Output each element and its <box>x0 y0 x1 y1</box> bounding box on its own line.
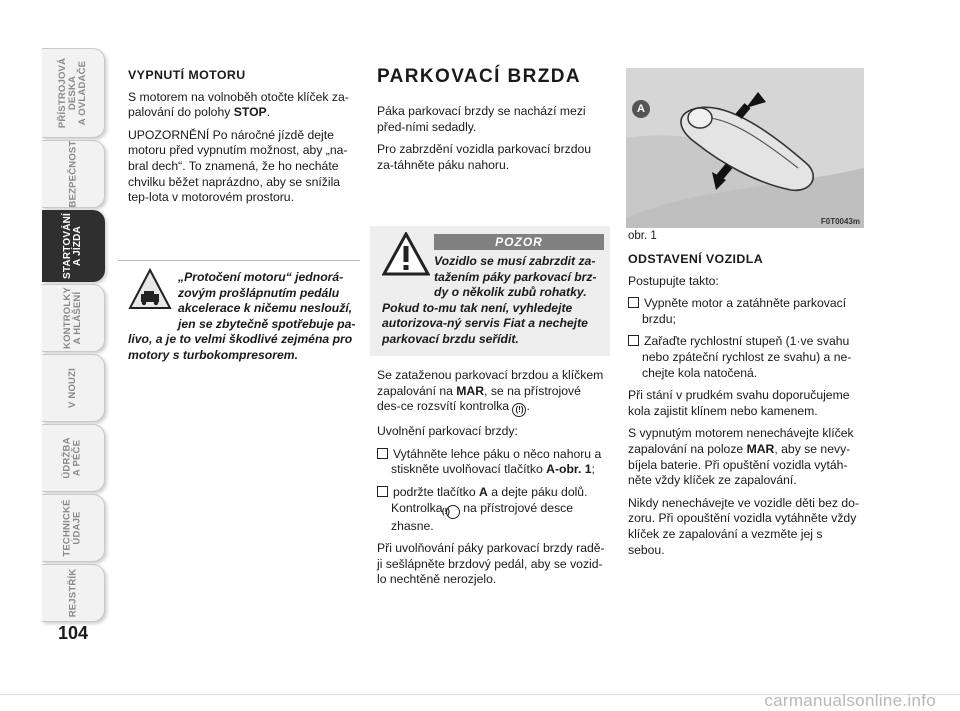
figure-parking-brake <box>626 68 864 228</box>
left-column <box>128 68 356 213</box>
tab-label: V NOUZI <box>67 368 78 408</box>
engine-note: „Protočení motoru“ jednorá-zovým prošlápnutím pedálu akcelerace k ničemu neslouží, jen se zbytečně spotřebuje pa-livo, a je to velmi škodlivé zejména pro motory s turbokompresorem. <box>128 270 356 362</box>
tab-label: KONTROLKY A HLÁŠENÍ <box>62 287 83 349</box>
paragraph: Uvolnění parkovací brzdy: <box>377 424 518 439</box>
list-item: Vypněte motor a zatáhněte parkovací brzdu; <box>628 296 860 327</box>
tab-rejstrik[interactable] <box>42 564 105 622</box>
section-heading-odstaveni-vozidla: ODSTAVENÍ VOZIDLA <box>628 252 764 266</box>
tab-label: TECHNICKÉ ÚDAJE <box>62 499 83 557</box>
tab-kontrolky-a-hlaseni[interactable] <box>42 284 105 352</box>
tab-v-nouzi[interactable] <box>42 354 105 422</box>
tab-label: BEZPEČNOST <box>67 140 78 208</box>
watermark: carmanualsonline.info <box>764 691 936 710</box>
note-divider <box>118 260 360 261</box>
handbrake-telltale-icon: (!) <box>446 505 460 519</box>
callout-a: A <box>632 100 650 118</box>
tab-label: STARTOVÁNÍ A JÍZDA <box>62 212 84 280</box>
tab-technicke-udaje[interactable] <box>42 494 105 562</box>
paragraph-upozorneni: UPOZORNĚNÍ Po náročné jízdě dejte motoru před vypnutím možnost, aby „na-bral dech“. To znamená, že ho necháte chvilku běžet naprázdno, aby se snížila tep-lota v motorovém prostoru. <box>128 127 348 205</box>
tab-label: REJSTŘÍK <box>67 568 78 618</box>
bullet-box-icon <box>377 486 388 497</box>
tab-bezpecnost[interactable] <box>42 140 105 208</box>
right-column <box>628 252 860 565</box>
bullet-box-icon <box>377 448 388 459</box>
tab-label: ÚDRŽBA A PÉČE <box>62 437 83 479</box>
paragraph: Pro zabrzdění vozidla parkovací brzdou za-táhněte páku nahoru. <box>377 142 592 172</box>
parking-brake-illustration <box>626 68 864 228</box>
middle-column-bottom <box>377 368 607 595</box>
handbrake-telltale-icon: (!) <box>512 403 526 417</box>
bullet-box-icon <box>628 297 639 308</box>
paragraph: S motorem na volnoběh otočte klíček za-palování do polohy STOP. <box>128 89 349 120</box>
list-item: Vytáhněte lehce páku o něco nahoru a stiskněte uvolňovací tlačítko A-obr. 1; <box>377 447 607 478</box>
warning-text: Vozidlo se musí zabrzdit za-tažením páky parkovací brz-dy o několik zubů rohatky. Pokud to-mu tak není, vyhledejte autorizova-ný servis Fiat a nechejte parkovací brzdu seřídit. <box>382 254 597 346</box>
paragraph: Páka parkovací brzdy se nachází mezi před-ními sedadly. <box>377 104 586 134</box>
icon-float-spacer <box>382 254 434 286</box>
figure-code: F0T0043m <box>820 217 860 226</box>
bullet-box-icon <box>628 335 639 346</box>
warning-box <box>370 226 610 356</box>
icon-float-spacer <box>128 270 178 328</box>
warning-label: POZOR <box>434 234 604 250</box>
tab-pristrojova-deska[interactable] <box>42 48 105 138</box>
tab-udrzba-a-pece[interactable] <box>42 424 105 492</box>
section-heading-vypnuti-motoru: VYPNUTÍ MOTORU <box>128 68 246 82</box>
page-number: 104 <box>57 623 89 643</box>
paragraph: Nikdy nenechávejte ve vozidle děti bez do-zoru. Při opouštění vozidla vytáhněte vždy klíček ze zapalování a vezměte jej s sebou. <box>628 495 860 557</box>
paragraph: S vypnutým motorem nenechávejte klíček zapalování na poloze MAR, aby se nevy-bíjela baterie. Při opuštění vozidla vytáh-něte vždy klíček ze zapalování. <box>628 426 854 488</box>
paragraph: Se zataženou parkovací brzdou a klíčkem zapalování na MAR, se na přístrojové des-ce rozsvítí kontrolka (!) . <box>377 368 607 417</box>
figure-caption: obr. 1 <box>628 230 657 242</box>
paragraph: Při stání v prudkém svahu doporučujeme kola zajistit klínem nebo kamenem. <box>628 388 850 418</box>
tab-label: PŘÍSTROJOVÁ DESKA A OVLADAČE <box>57 57 89 129</box>
paragraph: Při uvolňování páky parkovací brzdy radě-ji sešlápněte brzdový pedál, aby se vozid-lo nechtěně nerozjelo. <box>377 541 605 587</box>
list-item: Zařaďte rychlostní stupeň (1·ve svahu nebo zpáteční rychlost ze svahu) a ne-chejte kola natočená. <box>628 334 860 381</box>
middle-column-top <box>377 104 607 180</box>
list-item: podržte tlačítko A a dejte páku dolů. Kontrolka (!) na přístrojové desce zhasne. <box>377 485 607 534</box>
paragraph: Postupujte takto: <box>628 273 719 288</box>
page-title: PARKOVACÍ BRZDA <box>377 66 581 87</box>
tab-startovani-a-jizda[interactable] <box>42 210 105 282</box>
